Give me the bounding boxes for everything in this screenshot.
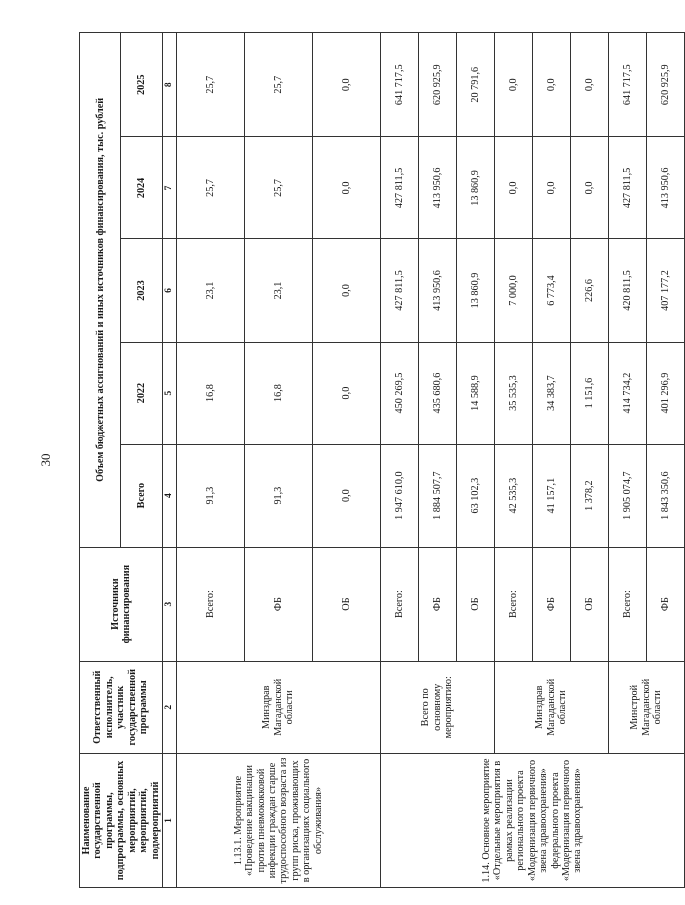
value-2023: 0,0	[312, 239, 380, 342]
value-2022: 401 296,9	[646, 342, 684, 444]
executor-minzdrav: Минздрав Магаданской области	[494, 661, 608, 753]
source-cell: Всего:	[494, 547, 532, 661]
value-2022: 1 151,6	[570, 342, 608, 444]
index-row	[162, 33, 176, 888]
index-cell: 8	[162, 33, 176, 137]
table-row	[176, 33, 244, 888]
index-cell: 5	[162, 342, 176, 444]
value-2024: 25,7	[244, 137, 312, 239]
value-2024: 0,0	[494, 137, 532, 239]
activity-name-1-13-1: 1.13.1. Мероприятие «Проведение вакцинации против пневмококковой инфекции граждан старше трудоспособного возраста из групп риска, проживающих в организациях социального обслуживания»	[176, 754, 380, 888]
value-2024: 413 950,6	[418, 137, 456, 239]
index-cell: 4	[162, 444, 176, 547]
value-total: 63 102,3	[456, 444, 494, 547]
value-2023: 226,6	[570, 239, 608, 342]
value-2025: 0,0	[570, 33, 608, 137]
header-2022: 2022	[121, 342, 162, 444]
value-2025: 620 925,9	[418, 33, 456, 137]
value-2025: 620 925,9	[646, 33, 684, 137]
index-cell: 7	[162, 137, 176, 239]
value-2025: 0,0	[494, 33, 532, 137]
header-total: Всего	[121, 444, 162, 547]
value-total: 91,3	[176, 444, 244, 547]
header-funding-group: Объем бюджетных ассигнований и иных источников финансирования, тыс. рублей	[80, 33, 121, 548]
index-cell: 1	[162, 754, 176, 888]
executor-total-main: Всего по основному мероприятию:	[380, 661, 494, 753]
value-total: 1 378,2	[570, 444, 608, 547]
value-total: 1 905 074,7	[608, 444, 646, 547]
value-2025: 0,0	[312, 33, 380, 137]
value-2022: 34 383,7	[532, 342, 570, 444]
index-cell: 3	[162, 547, 176, 661]
value-total: 1 843 350,6	[646, 444, 684, 547]
index-cell: 2	[162, 661, 176, 753]
value-total: 42 535,3	[494, 444, 532, 547]
header-2025: 2025	[121, 33, 162, 137]
value-2023: 7 000,0	[494, 239, 532, 342]
value-2022: 414 734,2	[608, 342, 646, 444]
value-total: 91,3	[244, 444, 312, 547]
rotated-table-container	[79, 32, 671, 888]
source-cell: ОБ	[570, 547, 608, 661]
value-2023: 23,1	[244, 239, 312, 342]
funding-table	[79, 32, 685, 888]
index-cell: 6	[162, 239, 176, 342]
value-2025: 25,7	[244, 33, 312, 137]
source-cell: ФБ	[244, 547, 312, 661]
value-2025: 641 717,5	[380, 33, 418, 137]
value-2025: 0,0	[532, 33, 570, 137]
value-total: 0,0	[312, 444, 380, 547]
source-cell: ФБ	[646, 547, 684, 661]
activity-name-1-14: 1.14. Основное мероприятие «Отдельные мероприятия в рамках реализации регионального проекта «Модернизация первичного звена здравоохранения» федерального проекта «Модернизация первичного звена здравоохранения»	[380, 754, 684, 888]
value-2024: 0,0	[570, 137, 608, 239]
value-2022: 35 535,3	[494, 342, 532, 444]
page-number: 30	[38, 453, 53, 467]
value-2023: 407 177,2	[646, 239, 684, 342]
value-2022: 14 588,9	[456, 342, 494, 444]
value-2024: 0,0	[532, 137, 570, 239]
value-2023: 23,1	[176, 239, 244, 342]
value-2025: 641 717,5	[608, 33, 646, 137]
value-2025: 25,7	[176, 33, 244, 137]
value-2024: 427 811,5	[380, 137, 418, 239]
source-cell: Всего:	[176, 547, 244, 661]
source-cell: Всего:	[608, 547, 646, 661]
value-2023: 6 773,4	[532, 239, 570, 342]
source-cell: ФБ	[532, 547, 570, 661]
value-2024: 413 950,6	[646, 137, 684, 239]
value-2024: 427 811,5	[608, 137, 646, 239]
header-source: Источники финансирования	[80, 547, 163, 661]
source-cell: Всего:	[380, 547, 418, 661]
value-2023: 413 950,6	[418, 239, 456, 342]
table-row	[380, 33, 418, 888]
value-2023: 13 860,9	[456, 239, 494, 342]
value-2022: 450 269,5	[380, 342, 418, 444]
value-2024: 25,7	[176, 137, 244, 239]
value-2023: 420 811,5	[608, 239, 646, 342]
value-2024: 13 860,9	[456, 137, 494, 239]
value-2022: 435 680,6	[418, 342, 456, 444]
value-2024: 0,0	[312, 137, 380, 239]
header-executor: Ответственный исполнитель, участник государственной программы	[80, 661, 163, 753]
value-2022: 16,8	[176, 342, 244, 444]
header-name: Наименование государственной программы, подпрограммы, основных мероприятий, мероприятий, подмероприятий	[80, 754, 163, 888]
source-cell: ОБ	[312, 547, 380, 661]
value-total: 41 157,1	[532, 444, 570, 547]
header-2023: 2023	[121, 239, 162, 342]
value-2025: 20 791,6	[456, 33, 494, 137]
executor-minzdrav: Минздрав Магаданской области	[176, 661, 380, 753]
value-total: 1 947 610,0	[380, 444, 418, 547]
value-total: 1 884 507,7	[418, 444, 456, 547]
value-2023: 427 811,5	[380, 239, 418, 342]
header-2024: 2024	[121, 137, 162, 239]
source-cell: ФБ	[418, 547, 456, 661]
executor-minstroy: Минстрой Магаданской области	[608, 661, 684, 753]
value-2022: 16,8	[244, 342, 312, 444]
value-2022: 0,0	[312, 342, 380, 444]
source-cell: ОБ	[456, 547, 494, 661]
